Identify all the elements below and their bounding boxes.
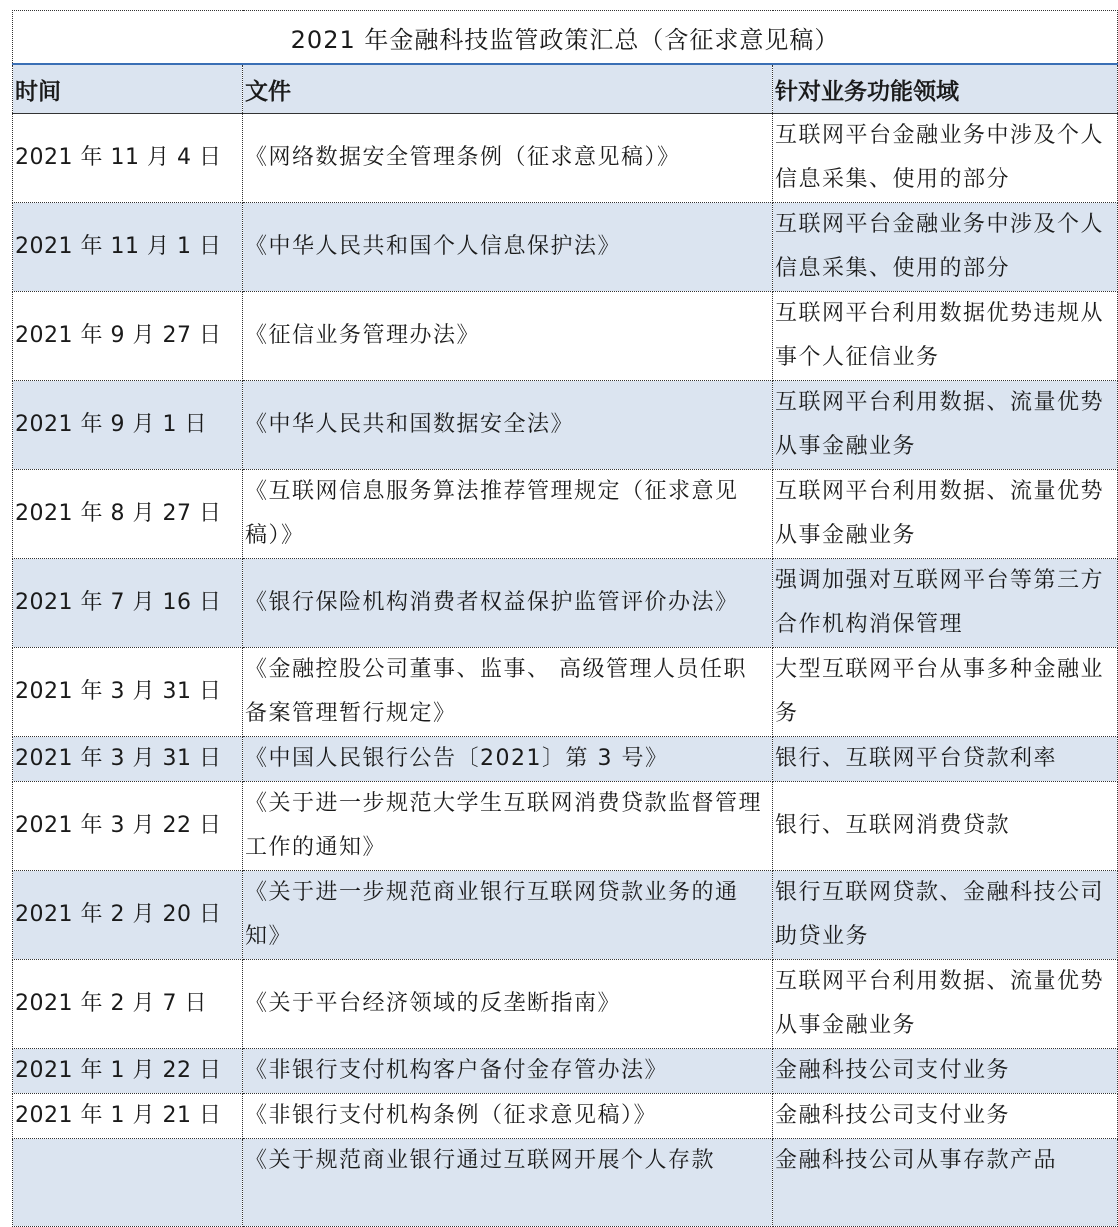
row-file: 《金融控股公司董事、监事、 高级管理人员任职备案管理暂行规定》 bbox=[243, 648, 773, 737]
row-area: 互联网平台金融业务中涉及个人信息采集、使用的部分 bbox=[773, 203, 1118, 292]
table-row bbox=[13, 737, 1118, 782]
row-file: 《关于平台经济领域的反垄断指南》 bbox=[243, 960, 773, 1049]
table-title: 2021 年金融科技监管政策汇总（含征求意见稿） bbox=[13, 11, 1118, 65]
row-file: 《非银行支付机构客户备付金存管办法》 bbox=[243, 1049, 773, 1094]
row-area: 互联网平台利用数据、流量优势从事金融业务 bbox=[773, 960, 1118, 1049]
row-area: 金融科技公司从事存款产品 bbox=[773, 1139, 1118, 1227]
title-row bbox=[13, 11, 1118, 65]
row-area: 金融科技公司支付业务 bbox=[773, 1094, 1118, 1139]
row-date: 2021 年 1 月 21 日 bbox=[13, 1094, 243, 1139]
row-date: 2021 年 9 月 27 日 bbox=[13, 292, 243, 381]
row-date: 2021 年 11 月 4 日 bbox=[13, 114, 243, 203]
row-area: 银行、互联网消费贷款 bbox=[773, 782, 1118, 871]
row-file: 《中华人民共和国数据安全法》 bbox=[243, 381, 773, 470]
row-area: 银行、互联网平台贷款利率 bbox=[773, 737, 1118, 782]
row-file: 《银行保险机构消费者权益保护监管评价办法》 bbox=[243, 559, 773, 648]
row-date: 2021 年 9 月 1 日 bbox=[13, 381, 243, 470]
table-row bbox=[13, 960, 1118, 1049]
table-row bbox=[13, 203, 1118, 292]
header-file: 文件 bbox=[243, 64, 773, 114]
row-date bbox=[13, 1139, 243, 1227]
row-date: 2021 年 8 月 27 日 bbox=[13, 470, 243, 559]
table-row bbox=[13, 1139, 1118, 1227]
header-area: 针对业务功能领域 bbox=[773, 64, 1118, 114]
row-area: 互联网平台利用数据、流量优势从事金融业务 bbox=[773, 470, 1118, 559]
row-date: 2021 年 7 月 16 日 bbox=[13, 559, 243, 648]
table-row bbox=[13, 381, 1118, 470]
row-file: 《非银行支付机构条例（征求意见稿）》 bbox=[243, 1094, 773, 1139]
header-date: 时间 bbox=[13, 64, 243, 114]
table-row bbox=[13, 782, 1118, 871]
row-area: 互联网平台利用数据、流量优势从事金融业务 bbox=[773, 381, 1118, 470]
row-date: 2021 年 2 月 7 日 bbox=[13, 960, 243, 1049]
table-row bbox=[13, 1094, 1118, 1139]
row-date: 2021 年 3 月 31 日 bbox=[13, 737, 243, 782]
row-date: 2021 年 11 月 1 日 bbox=[13, 203, 243, 292]
row-area: 互联网平台利用数据优势违规从事个人征信业务 bbox=[773, 292, 1118, 381]
table-row bbox=[13, 292, 1118, 381]
row-area: 互联网平台金融业务中涉及个人信息采集、使用的部分 bbox=[773, 114, 1118, 203]
table-row bbox=[13, 559, 1118, 648]
row-area: 金融科技公司支付业务 bbox=[773, 1049, 1118, 1094]
table-row bbox=[13, 871, 1118, 960]
row-area: 大型互联网平台从事多种金融业务 bbox=[773, 648, 1118, 737]
row-file: 《关于进一步规范商业银行互联网贷款业务的通知》 bbox=[243, 871, 773, 960]
row-file: 《中国人民银行公告〔2021〕第 3 号》 bbox=[243, 737, 773, 782]
row-date: 2021 年 1 月 22 日 bbox=[13, 1049, 243, 1094]
table-row bbox=[13, 470, 1118, 559]
row-date: 2021 年 3 月 22 日 bbox=[13, 782, 243, 871]
table-row bbox=[13, 114, 1118, 203]
row-date: 2021 年 3 月 31 日 bbox=[13, 648, 243, 737]
row-file: 《关于规范商业银行通过互联网开展个人存款 bbox=[243, 1139, 773, 1227]
row-file: 《关于进一步规范大学生互联网消费贷款监督管理工作的通知》 bbox=[243, 782, 773, 871]
row-file: 《征信业务管理办法》 bbox=[243, 292, 773, 381]
row-area: 银行互联网贷款、金融科技公司助贷业务 bbox=[773, 871, 1118, 960]
header-row bbox=[13, 64, 1118, 114]
table-row bbox=[13, 648, 1118, 737]
row-area: 强调加强对互联网平台等第三方合作机构消保管理 bbox=[773, 559, 1118, 648]
row-date: 2021 年 2 月 20 日 bbox=[13, 871, 243, 960]
policy-table bbox=[12, 10, 1118, 1227]
row-file: 《中华人民共和国个人信息保护法》 bbox=[243, 203, 773, 292]
row-file: 《互联网信息服务算法推荐管理规定（征求意见稿）》 bbox=[243, 470, 773, 559]
table-row bbox=[13, 1049, 1118, 1094]
row-file: 《网络数据安全管理条例（征求意见稿）》 bbox=[243, 114, 773, 203]
